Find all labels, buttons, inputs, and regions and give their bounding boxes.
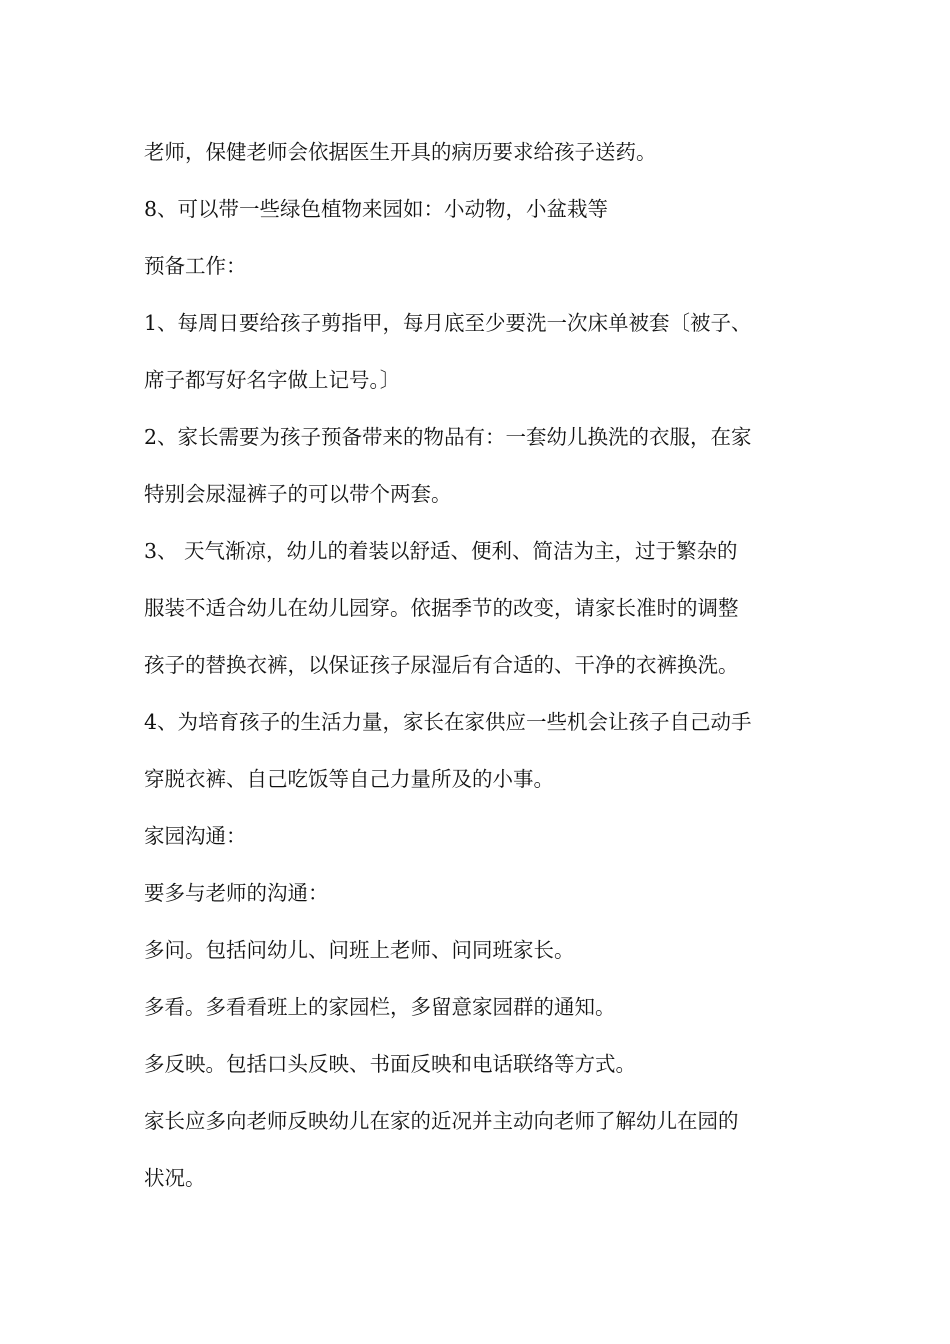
text-line: 穿脱衣裤、自己吃饭等自己力量所及的小事。 xyxy=(144,767,554,791)
text-line: 1、每周日要给孩子剪指甲，每月底至少要洗一次床单被套〔被子、 xyxy=(144,311,752,335)
text-line: 多看。多看看班上的家园栏，多留意家园群的通知。 xyxy=(144,995,616,1019)
text-line: 状况。 xyxy=(144,1166,206,1190)
text-line: 3、 天气渐凉，幼儿的着装以舒适、便利、简洁为主，过于繁杂的 xyxy=(144,539,738,563)
text-line: 孩子的替换衣裤，以保证孩子尿湿后有合适的、干净的衣裤换洗。 xyxy=(144,653,739,677)
section-heading: 家园沟通： xyxy=(144,824,247,848)
text-line: 家长应多向老师反映幼儿在家的近况并主动向老师了解幼儿在园的 xyxy=(144,1109,739,1133)
section-heading: 预备工作： xyxy=(144,254,247,278)
text-line: 多反映。包括口头反映、书面反映和电话联络等方式。 xyxy=(144,1052,636,1076)
text-line: 4、为培育孩子的生活力量，家长在家供应一些机会让孩子自己动手 xyxy=(144,710,752,734)
text-line: 多问。包括问幼儿、问班上老师、问同班家长。 xyxy=(144,938,575,962)
text-line: 8、可以带一些绿色植物来园如：小动物，小盆栽等 xyxy=(144,197,609,221)
text-line: 要多与老师的沟通： xyxy=(144,881,329,905)
text-line: 服装不适合幼儿在幼儿园穿。依据季节的改变，请家长准时的调整 xyxy=(144,596,739,620)
text-line: 席子都写好名字做上记号。〕 xyxy=(144,368,401,392)
text-line: 2、家长需要为孩子预备带来的物品有：一套幼儿换洗的衣服，在家 xyxy=(144,425,752,449)
text-line: 老师，保健老师会依据医生开具的病历要求给孩子送药。 xyxy=(144,140,657,164)
text-line: 特别会尿湿裤子的可以带个两套。 xyxy=(144,482,452,506)
